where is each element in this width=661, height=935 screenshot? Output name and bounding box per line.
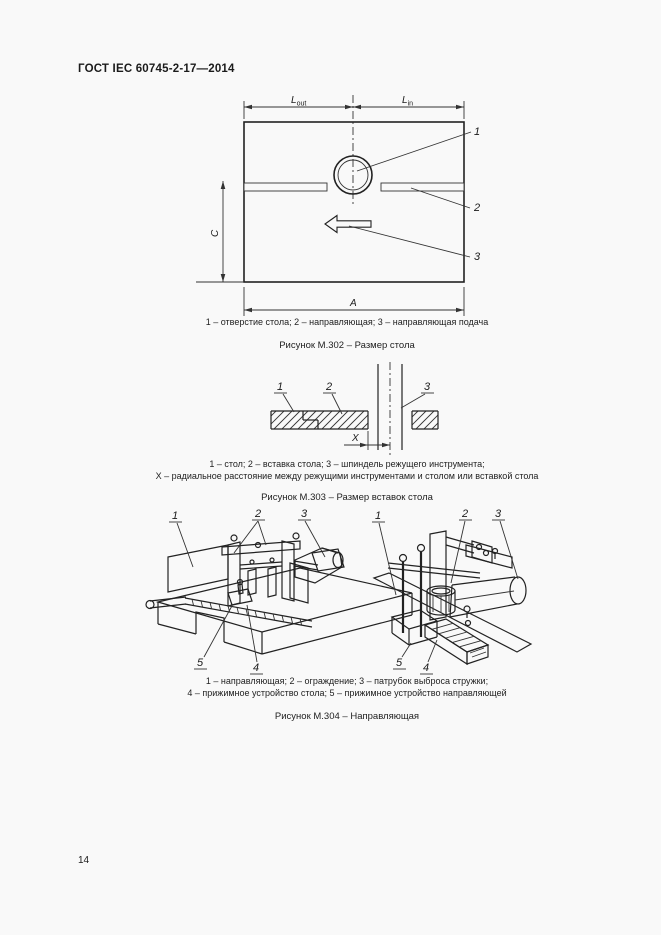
callout-1-label: 1 (277, 381, 284, 393)
callout-2-label: 2 (326, 381, 333, 393)
callouts-m302 (349, 126, 481, 263)
callouts-m303 (274, 381, 434, 414)
callout-2-label: 2 (462, 508, 469, 520)
clamp-rods (400, 545, 425, 638)
figure-m304-title: Рисунок М.304 – Направляющая (274, 711, 420, 722)
figure-m302-drawing (0, 88, 661, 318)
page-number: 14 (78, 855, 90, 866)
figure-m303-caption-line1: 1 – стол; 2 – вставка стола; 3 – шпиндель режущего инструмента; (209, 459, 485, 469)
figure-m302-title: Рисунок М.302 – Размер стола (279, 340, 415, 351)
figure-m304-caption-line1: 1 – направляющая; 2 – ограждение; 3 – патрубок выброса стружки; (205, 676, 489, 686)
m304-right-view (372, 508, 531, 674)
table-slab (158, 568, 412, 654)
callout-3-label: 3 (424, 381, 431, 393)
callout-2-label: 2 (474, 202, 481, 214)
callout-3-label: 3 (495, 508, 502, 520)
callout-3-label: 3 (301, 508, 308, 520)
guard-bracket (388, 531, 512, 620)
callout-4-label: 4 (253, 662, 260, 674)
figure-m304-drawing (0, 505, 661, 677)
m304-left-view (146, 508, 412, 674)
dim-lout-label: $L_{out}$ (291, 95, 307, 108)
chip-ejection-funnel (295, 548, 343, 583)
dimension-a (244, 287, 464, 316)
callout-1-label: 1 (474, 126, 481, 138)
callout-1-label: 1 (172, 510, 179, 522)
hatching-left (258, 411, 380, 429)
dim-c-label: C (210, 229, 221, 237)
figure-m303-title: Рисунок М.303 – Размер вставок стола (261, 492, 433, 503)
figure-m303-drawing (0, 362, 661, 460)
callout-3-label: 3 (474, 251, 481, 263)
page-header: ГОСТ IEC 60745-2-17—2014 (78, 63, 235, 75)
callouts-m304-right (372, 508, 518, 674)
hatching-right (400, 411, 450, 429)
callout-5-label: 5 (197, 657, 204, 669)
figure-m304-caption-line2: 4 – прижимное устройство стола; 5 – прижимное устройство направляющей (187, 688, 507, 698)
callout-2-label: 2 (255, 508, 262, 520)
figure-m303-caption-line2: X – радиальное расстояние между режущими инструментами и столом или вставкой стола (155, 471, 539, 481)
figure-m302-caption: 1 – отверстие стола; 2 – направляющая; 3 – направляющая подача (205, 317, 489, 327)
callout-4-label: 4 (423, 662, 430, 674)
callout-1-label: 1 (375, 510, 382, 522)
spindle-shaft (378, 362, 402, 456)
dim-a-label: A (350, 298, 357, 309)
dim-lin-label: $L_{in}$ (402, 95, 414, 108)
chip-ejection-funnel-right (450, 577, 526, 618)
dimension-c (196, 181, 244, 282)
dim-x-label: X (352, 433, 359, 444)
clamping-devices (146, 580, 312, 628)
callout-5-label: 5 (396, 657, 403, 669)
